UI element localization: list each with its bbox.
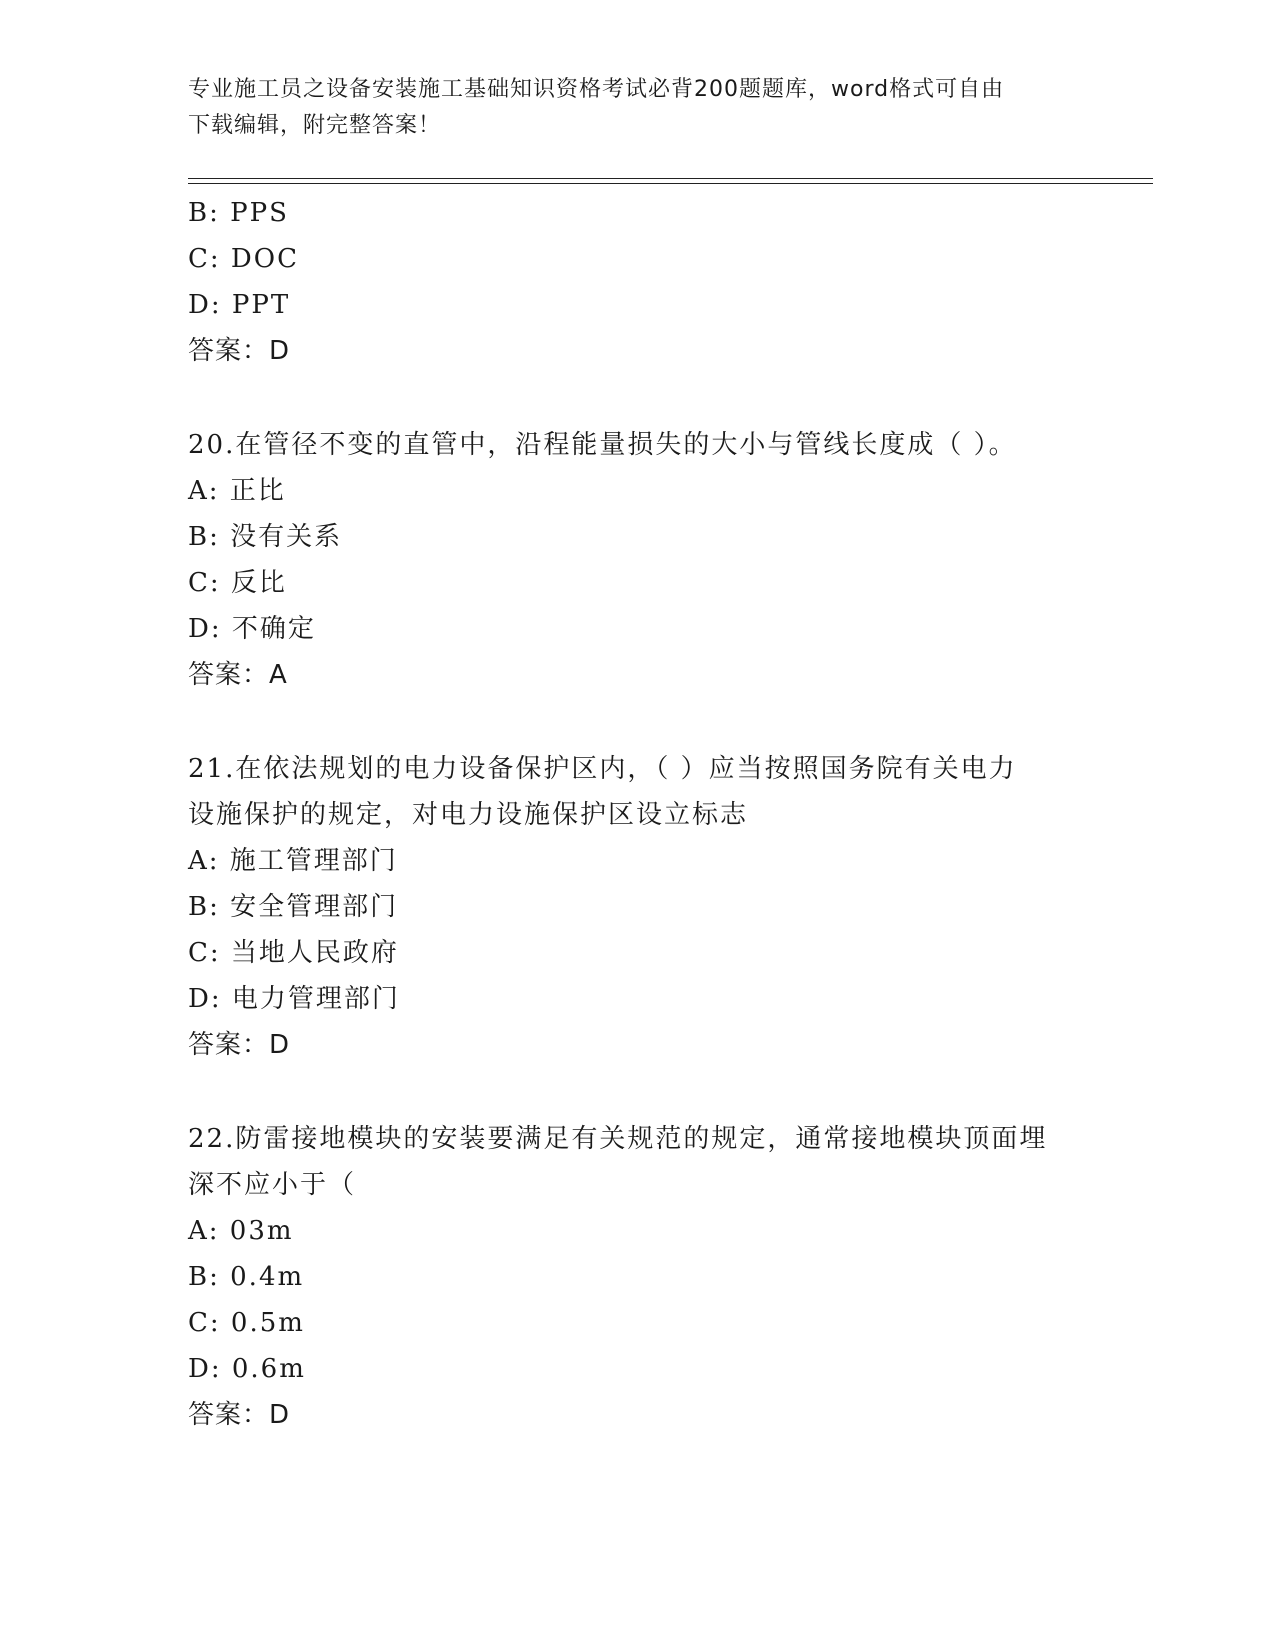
question-title-line-2: 深不应小于（ [188, 1170, 357, 1200]
option-c: C: DOC [188, 244, 299, 274]
question-20 [188, 422, 1088, 698]
option-d: D: PPT [188, 290, 291, 320]
question-continued [188, 190, 1088, 374]
option-d: D: 0.6m [188, 1354, 306, 1384]
question-title: 20.在管径不变的直管中，沿程能量损失的大小与管线长度成（ ）。 [188, 430, 1017, 460]
question-title-line-2: 设施保护的规定，对电力设施保护区设立标志 [188, 800, 749, 830]
option-c: C: 当地人民政府 [188, 938, 399, 968]
question-21 [188, 746, 1088, 1068]
header-divider-bottom [188, 183, 1153, 184]
option-a: A: 正比 [188, 476, 286, 506]
answer-line: 答案：A [188, 660, 288, 690]
option-a: A: 03m [188, 1216, 294, 1246]
option-c: C: 0.5m [188, 1308, 305, 1338]
option-b: B: 0.4m [188, 1262, 305, 1292]
question-22 [188, 1116, 1088, 1438]
header-divider-top [188, 178, 1153, 179]
document-header [188, 72, 1068, 144]
option-d: D: 不确定 [188, 614, 316, 644]
header-line-2: 下载编辑，附完整答案！ [188, 113, 442, 138]
question-title-line-1: 21.在依法规划的电力设备保护区内，（ ）应当按照国务院有关电力 [188, 754, 1017, 784]
answer-line: 答案：D [188, 336, 291, 366]
option-d: D: 电力管理部门 [188, 984, 400, 1014]
option-a: A: 施工管理部门 [188, 846, 398, 876]
option-b: B: 安全管理部门 [188, 892, 399, 922]
answer-line: 答案：D [188, 1400, 291, 1430]
question-title-line-1: 22.防雷接地模块的安装要满足有关规范的规定，通常接地模块顶面埋 [188, 1124, 1048, 1154]
option-b: B: PPS [188, 198, 289, 228]
option-b: B: 没有关系 [188, 522, 343, 552]
question-list [188, 190, 1088, 1438]
option-c: C: 反比 [188, 568, 287, 598]
answer-line: 答案：D [188, 1030, 291, 1060]
header-line-1: 专业施工员之设备安装施工基础知识资格考试必背200题题库，word格式可自由 [188, 77, 1005, 102]
